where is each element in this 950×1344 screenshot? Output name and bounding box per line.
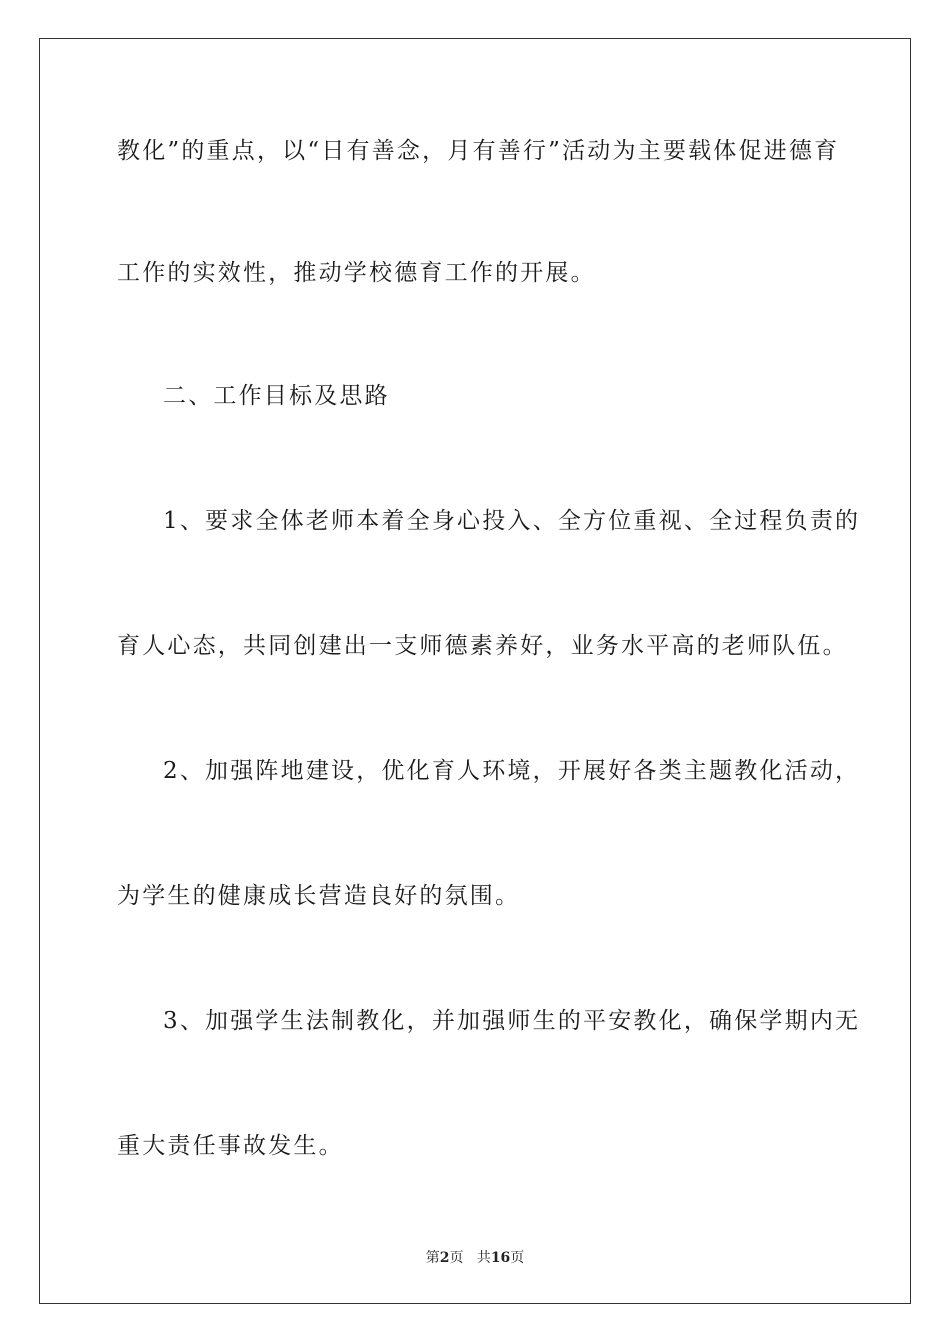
page-footer: [0, 1247, 950, 1267]
footer-total-suffix: 页: [510, 1250, 525, 1266]
footer-current-page: 2: [439, 1250, 450, 1266]
page-border: [39, 38, 911, 1304]
footer-page-suffix: 页: [449, 1250, 464, 1266]
body-line-7: 为学生的健康成长营造良好的氛围。: [117, 883, 521, 909]
body-line-6: 2、加强阵地建设，优化育人环境，开展好各类主题教化活动，: [163, 758, 861, 784]
body-line-4: 1、要求全体老师本着全身心投入、全方位重视、全过程负责的: [163, 508, 861, 534]
footer-total-pages: 16: [490, 1250, 511, 1266]
body-line-2: 工作的实效性，推动学校德育工作的开展。: [117, 260, 596, 286]
body-line-8: 3、加强学生法制教化，并加强师生的平安教化，确保学期内无: [163, 1008, 861, 1034]
body-line-5: 育人心态，共同创建出一支师德素养好，业务水平高的老师队伍。: [117, 633, 848, 659]
section-heading: 二、工作目标及思路: [163, 383, 390, 409]
footer-total-prefix: 共: [476, 1250, 491, 1266]
body-line-1: 教化”的重点，以“日有善念，月有善行”活动为主要载体促进德育: [117, 138, 840, 164]
footer-prefix: 第: [425, 1250, 440, 1266]
body-line-9: 重大责任事故发生。: [117, 1133, 344, 1159]
